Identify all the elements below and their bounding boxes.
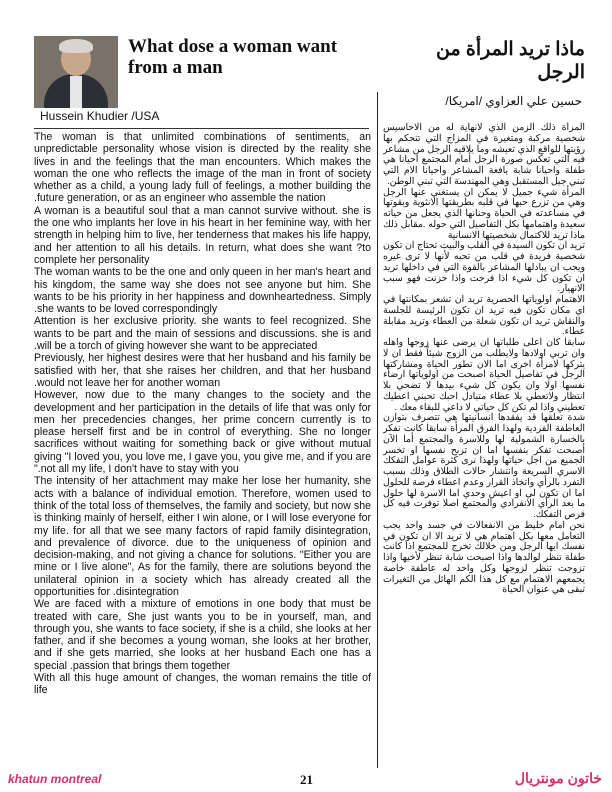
article-title-arabic: ماذا تريد المرأة من الرجل xyxy=(436,39,585,83)
header-divider xyxy=(34,128,369,129)
arabic-paragraph: الاهتمام اولوياتها الحصرية تريد ان تشعر بمكانتها في اي مكان تكون فيه تريد ان تكون الرئيسة للجلسة والنقاش تريد ان تكون شعلة من العطاء وتريد مقابلة عطاء. xyxy=(383,294,585,337)
english-paragraph: The woman wants to be the one and only queen in her man's heart and his kingdom, the same way she does not see anyone but him. She wants to be his priority in her happiness and downheartedness. Simply .she wants to be loved correspondingly xyxy=(34,266,371,316)
english-paragraph: We are faced with a mixture of emotions in one body that must be treated with care, She just wants you to be in yourself, man, and through you, she wants to face society, if she is a child, she looks at her father, and if she becomes a young woman, she looks at her brother, and if she gets married, she looks at her husband Each one has a special .passion that brings them together xyxy=(34,598,371,672)
author-name-english: Hussein Khudier /USA xyxy=(40,109,160,123)
footer-brand-arabic: خاتون مونتريال xyxy=(514,770,602,786)
column-divider xyxy=(377,92,378,768)
english-article-body xyxy=(34,131,371,767)
english-paragraph: A woman is a beautiful soul that a man cannot survive without. she is the one who implants her love in his heart in her feminine way, with her strength in helping him to live, her tenderness that makes his life happy, and her attention to all his details. In return, what does she want ?to complete her personality xyxy=(34,204,371,266)
arabic-paragraph: شدة تعلقها قد يفقدها انسانيتها هي تتصرف بتوازن العاطفة الفردية ولهذا الفرق المرأة سابقا كانت تفكر بالخسارة الشمولية لها وللاسرة والمجتمع أما الآن أصبحت تفكر بنفسها اما ان تربح نفسها او تخسر الجميع من اجل حياتها ولهذا نرى كثرة عوامل التفكك الاسري السريعة وانتشار حالات الطلاق وذلك بسبب التفرد بالرأي واتخاذ القرار وعدم اعطاء فرصة للحلول اما ان تكون لي او اعيش وحدي اما الاسرة لها حلول ما بعد الرأي الانفرادي والمجتمع اصلا توفرت فيه كل فرص التفكك. xyxy=(383,412,585,519)
english-paragraph: The intensity of her attachment may make her lose her humanity, she acts with a balance of individual emotion. Therefore, women used to think of the total loss of themselves, the family and society, but now she is thinking mainly of herself, either I win alone, or I will lose everyone for my life. for all that we see many factors of rapid family disintegration, and prevalence of divorce. due to the uniqueness of opinion and decision-making, and not giving a chance for solutions. "Either you are mine or I live alone", As for the family, there are solutions beyond the unilateral opinion in a society which has already created all the opportunities for .disintegration xyxy=(34,475,371,598)
arabic-paragraph: المرأة ذلك الزمن الذي لانهاية له من الاحاسيس شخصية مركبة ومتغيرة في المزاج التي تتحكم بها رؤيتها للواقع الذي تعيشه وما يلاقيه الرجل من مشاعر فيه التي تعكس صورة الرجل أمام المجتمع احيانا هي طفلة واحيانا شابة يافعة المشاعر واحيانا الام التي تبني جيل المستقبل وهي المهندسة التي تبني الوطن. xyxy=(383,122,585,186)
arabic-article-body xyxy=(383,122,585,768)
english-paragraph: With all this huge amount of changes, the woman remains the title of life xyxy=(34,672,371,697)
english-paragraph: Previously, her highest desires were that her husband and his family be satisfied with her, that she raises her children, and that her husband .would not leave her for another woman xyxy=(34,352,371,389)
article-title-english: What dose a woman want from a man xyxy=(128,36,338,78)
footer-brand-english: khatun montreal xyxy=(8,772,102,786)
page-number: 21 xyxy=(300,772,313,787)
arabic-paragraph: المرأة شيء جميل لا يمكن ان يستغني عنها الرجل وهي من تزرع حبها في قلبه بطريقتها الانثوية وبقوتها في مساعدته في الحياة وحنانها الذي يجعل من حياته سعيدة واهتمامها بكل التفاصيل التي حوله .مقابل ذلك ماذا تريد للاكتمال شخصيتها الانسانية xyxy=(383,186,585,240)
english-paragraph: Attention is her exclusive priority. she wants to feel recognized. She wants to be part and the main of sessions and discussions. she is and .will be a torch of giving however she want to be appreciated xyxy=(34,315,371,353)
arabic-paragraph: تريد ان تكون السيدة في القلب والبيت تحتاج ان تكون شخصية فريدة في قلب من تحبه لأنها لا ترى غيره ويجب ان يبادلها المشاعر بالقوة التي في داخلها تريد ان تكون كل شيء اذا فرحت واذا حزنت فهو سبب الانهيار. xyxy=(383,240,585,294)
arabic-paragraph: سابقا كان اعلى طلباتها ان يرضى عنها زوجها واهله وان تربي اولادها ولايطلب من الزوج شيئاً فقط ان لا يتركها لامرأة اخرى اما الان تطور الحياة ومشاركتها الرجل في تفاصيل الحياة اصبحت من اولوياتها ارضاء نفسها اولا وان يكون كل شيء بيدها لا تضحي بلا انتظار ولاتعطي بلا عطاء متبادل احبك تحبني اعطيك تعطيني واذا لم تكن كل حياتي لا داعي للبقاء معك . xyxy=(383,337,585,412)
english-paragraph: However, now due to the many changes to the society and the development and her participation in the details of life that was only for men her precedencies changes, her prime concern currently is to please herself first and be in control of everything. She no longer sacrifices without waiting for something back or give without mutual giving "I loved you, you love me, I gave you, you give me, and if you are ".not all my life, I don't have to stay with you xyxy=(34,389,371,476)
author-photo xyxy=(34,36,118,108)
author-name-arabic: حسين علي العزاوي /امريكا/ xyxy=(445,94,582,108)
arabic-paragraph: نحن امام خليط من الانفعالات في جسد واحد يجب التعامل معها بكل اهتمام هي لا تريد الا ان تكون في نفسك ايها الرجل ومن خلالك تخرج للمجتمع اذا كانت طفلة تنظر لوالدها واذا اصبحت شابة تنظر لأخيها واذا تزوجت تنظر لزوجها وكل واحد له عاطفة خاصة يجمعهم الاهتمام مع كل هذا الكم الهائل من التغيرات تبقى هي عنوان الحياة xyxy=(383,519,585,595)
english-paragraph: The woman is that unlimited combinations of sentiments, an unpredictable personality whose vision is directed by the reality she lives in and the feelings that the man encounters. Which makes the woman the one who reflects the image of the man in front of society whether as a child, a young lady full of feelings, a mother building the .future generation, or as an engineer who assemble the nation xyxy=(34,131,371,205)
